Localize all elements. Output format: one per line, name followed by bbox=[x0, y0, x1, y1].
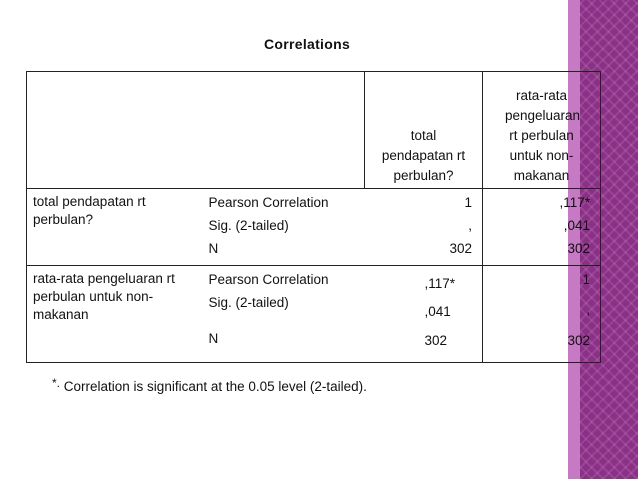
value-cell: 302 bbox=[567, 333, 590, 348]
table-row bbox=[27, 266, 601, 363]
stat-label-n: N bbox=[208, 331, 219, 346]
value-cell: 1 bbox=[582, 272, 590, 287]
column-header-total-pendapatan: total pendapatan rt perbulan? bbox=[365, 72, 483, 189]
row-label-rata-rata-pengeluaran: rata-rata pengeluaran rt perbulan untuk non-makanan bbox=[27, 266, 203, 363]
stat-label-n: N bbox=[208, 241, 219, 256]
value-cell: ,041 bbox=[424, 304, 451, 319]
stat-label-sig: Sig. (2-tailed) bbox=[208, 295, 289, 310]
stat-label-pearson: Pearson Correlation bbox=[208, 272, 329, 287]
value-cell: , bbox=[586, 302, 590, 317]
value-group bbox=[365, 189, 483, 266]
header-row bbox=[27, 72, 601, 189]
table-title: Correlations bbox=[263, 36, 351, 52]
stat-label-sig: Sig. (2-tailed) bbox=[208, 218, 289, 233]
value-cell: 302 bbox=[424, 333, 448, 348]
stat-label-pearson: Pearson Correlation bbox=[208, 195, 329, 210]
value-group bbox=[483, 266, 601, 363]
value-cell: ,117* bbox=[559, 195, 590, 210]
footnote-text: Correlation is significant at the 0.05 level (2-tailed). bbox=[63, 379, 367, 394]
footnote-marker: *. bbox=[52, 376, 61, 390]
stat-label-group bbox=[203, 266, 365, 363]
value-cell: ,117* bbox=[424, 276, 456, 291]
value-cell: ,041 bbox=[563, 218, 590, 233]
column-header-rata-rata-pengeluaran: rata-rata pengeluaran rt perbulan untuk non-makanan bbox=[505, 88, 581, 183]
value-group bbox=[483, 189, 601, 266]
value-cell: 302 bbox=[567, 241, 590, 256]
table-row bbox=[27, 189, 601, 266]
value-cell: 302 bbox=[449, 241, 472, 256]
value-group bbox=[365, 266, 483, 363]
header-corner-cell bbox=[27, 72, 365, 189]
row-label-total-pendapatan: total pendapatan rt perbulan? bbox=[27, 189, 203, 266]
stat-label-group bbox=[203, 189, 365, 266]
value-cell: , bbox=[468, 218, 472, 233]
value-cell: 1 bbox=[464, 195, 472, 210]
correlations-table bbox=[26, 71, 601, 363]
footnote bbox=[52, 376, 367, 394]
